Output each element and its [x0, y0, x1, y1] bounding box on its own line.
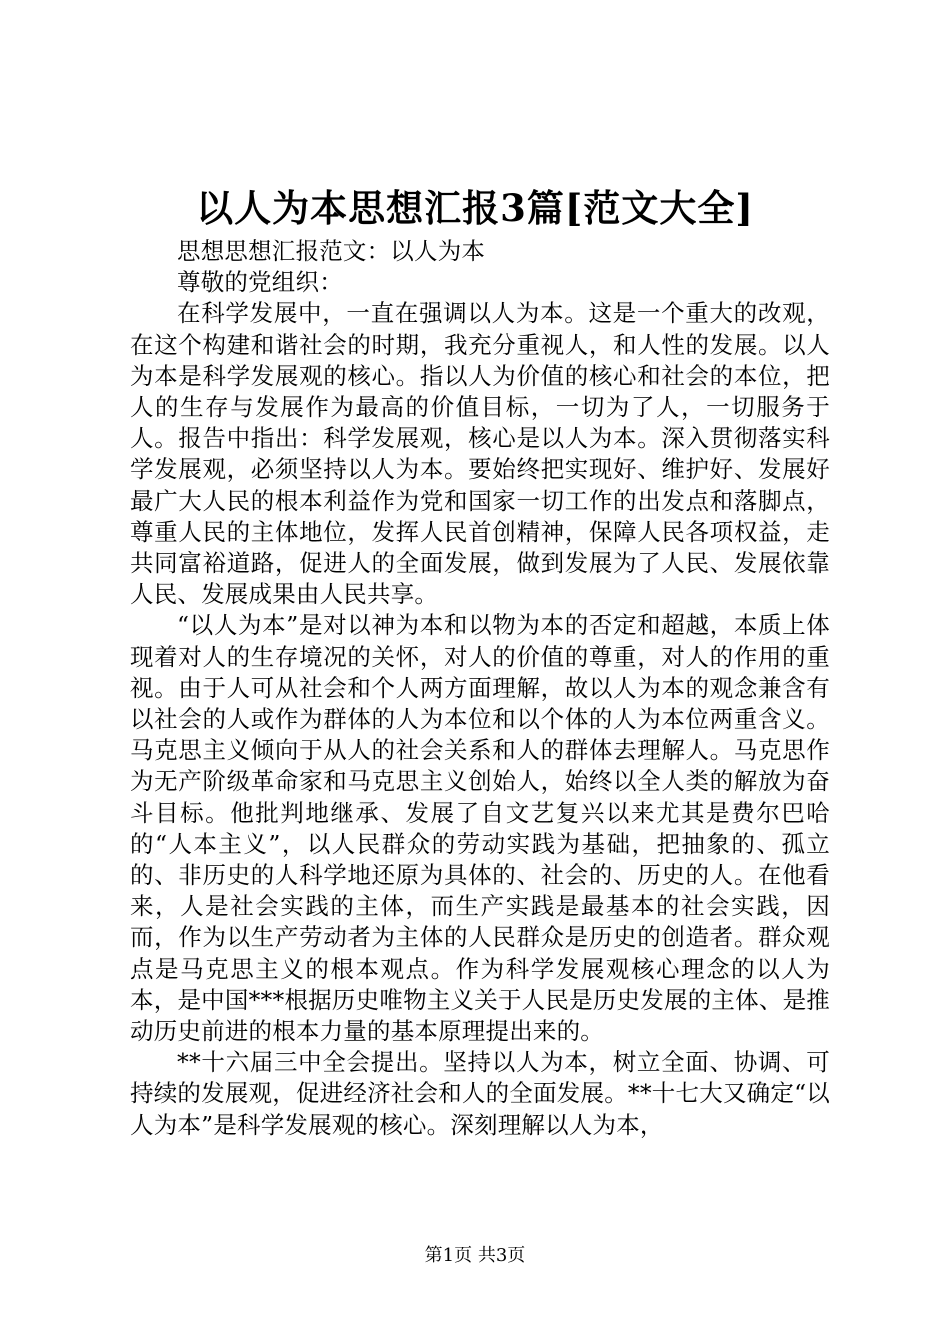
salutation: 尊敬的党组织： — [177, 268, 343, 297]
subtitle-line: 思想思想汇报范文：以人为本 — [177, 237, 486, 265]
paragraph: 在科学发展中，一直在强调以人为本。这是一个重大的改观，在这个构建和谐社会的时期，我充分重视人，和人性的发展。以人为本是科学发展观的核心。指以人为价值的核心和社会的本位，把人的生存与发展作为最高的价值目标，一切为了人，一切服务于人。报告中指出：科学发展观，核心是以人为本。深入贯彻落实科学发展观，必须坚持以人为本。要始终把实现好、维护好、发展好最广大人民的根本利益作为党和国家一切工作的出发点和落脚点，尊重人民的主体地位，发挥人民首创精神，保障人民各项权益，走共同富裕道路，促进人的全面发展，做到发展为了人民、发展依靠人民、发展成果由人民共享。 — [130, 299, 830, 609]
document-title: 以人为本思想汇报3篇[范文大全] — [196, 186, 754, 230]
page-footer: 第1页 共3页 — [424, 1245, 526, 1266]
document-body — [130, 236, 830, 1141]
paragraph: **十六届三中全会提出。坚持以人为本，树立全面、协调、可持续的发展观，促进经济社会和人的全面发展。**十七大又确定“以人为本”是科学发展观的核心。深刻理解以人为本， — [130, 1048, 830, 1139]
paragraph: “以人为本”是对以神为本和以物为本的否定和超越，本质上体现着对人的生存境况的关怀，对人的价值的尊重，对人的作用的重视。由于人可从社会和个人两方面理解，故以人为本的观念兼含有以社会的人或作为群体的人为本位和以个体的人为本位两重含义。马克思主义倾向于从人的社会关系和人的群体去理解人。马克思作为无产阶级革命家和马克思主义创始人，始终以全人类的解放为奋斗目标。他批判地继承、发展了自文艺复兴以来尤其是费尔巴哈的“人本主义”，以人民群众的劳动实践为基础，把抽象的、孤立的、非历史的人科学地还原为具体的、社会的、历史的人。在他看来，人是社会实践的主体，而生产实践是最基本的社会实践，因而，作为以生产劳动者为主体的人民群众是历史的创造者。群众观点是马克思主义的根本观点。作为科学发展观核心理念的以人为本，是中国***根据历史唯物主义关于人民是历史发展的主体、是推动历史前进的根本力量的基本原理提出来的。 — [130, 611, 830, 1046]
